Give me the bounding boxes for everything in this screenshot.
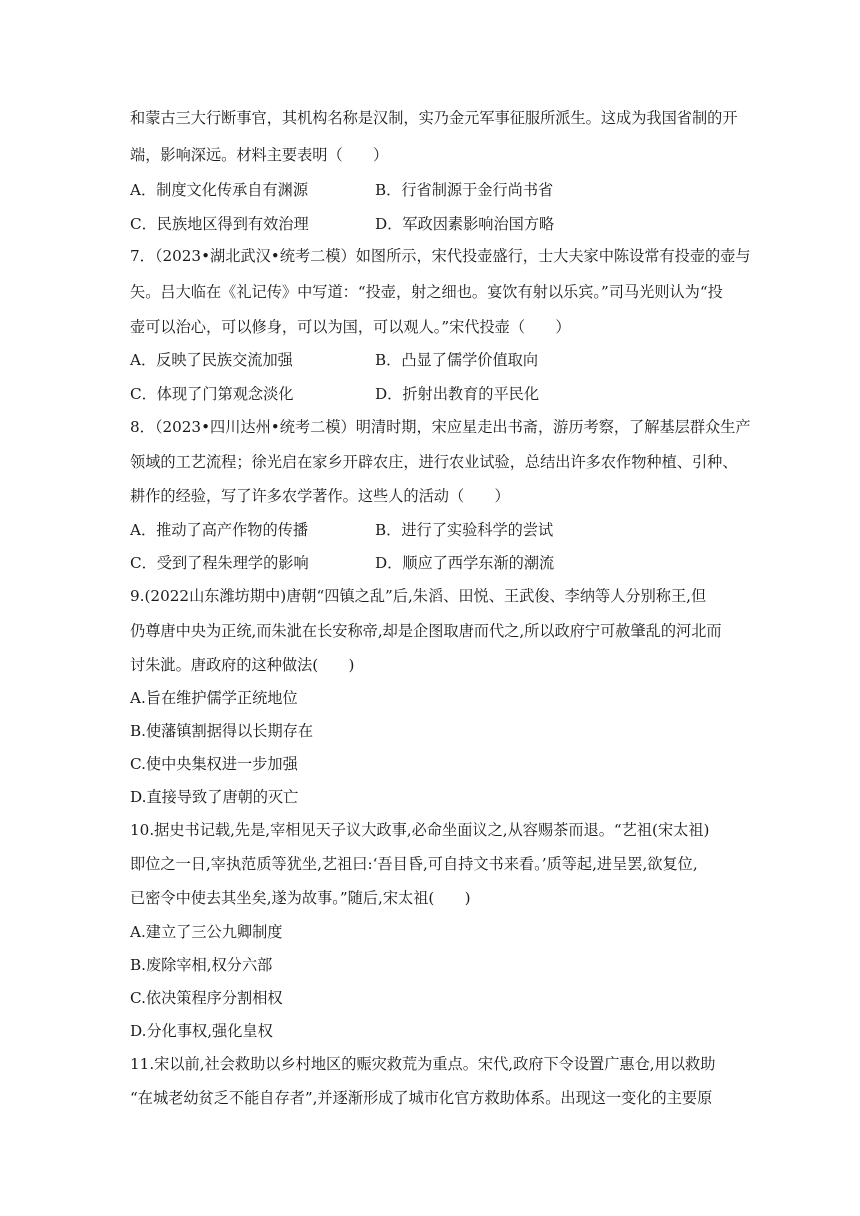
q10-stem-line: 即位之一日,宰执范质等犹坐,艺祖曰:‘吾目昏,可自持文书来看。’质等起,进呈罢,欲复位, bbox=[130, 855, 698, 873]
q8-option-a: A．推动了高产作物的传播 bbox=[130, 521, 309, 539]
q9-option-c: C.使中央集权进一步加强 bbox=[130, 755, 298, 773]
q10-option-d: D.分化事权,强化皇权 bbox=[130, 1022, 273, 1040]
q10-stem-line: 10.据史书记载,先是,宰相见天子议大政事,必命坐面议之,从容赐茶而退。“艺祖(宋太祖) bbox=[130, 821, 710, 839]
q10-option-a: A.建立了三公九卿制度 bbox=[130, 923, 283, 941]
q8-option-b: B．进行了实验科学的尝试 bbox=[375, 521, 554, 539]
q10-option-c: C.依决策程序分割相权 bbox=[130, 989, 283, 1007]
q11-stem-line: “在城老幼贫乏不能自存者”,并逐渐形成了城市化官方救助体系。出现这一变化的主要原 bbox=[130, 1089, 713, 1107]
q7-option-d: D．折射出教育的平民化 bbox=[375, 385, 540, 403]
q8-option-c: C．受到了程朱理学的影响 bbox=[130, 554, 309, 572]
q10-stem-line: 已密令中使去其坐矣,遂为故事。”随后,宋太祖( ) bbox=[130, 889, 471, 907]
q9-stem-line: 9.(2022山东潍坊期中)唐朝“四镇之乱”后,朱滔、田悦、王武俊、李纳等人分别称王,但 bbox=[130, 587, 707, 605]
q7-option-c: C．体现了门第观念淡化 bbox=[130, 385, 294, 403]
q6-stem-line: 端，影响深远。材料主要表明（ ） bbox=[130, 146, 389, 164]
q8-option-d: D．顺应了西学东渐的潮流 bbox=[375, 554, 555, 572]
q7-stem-line: 壶可以治心，可以修身，可以为国，可以观人。”宋代投壶（ ） bbox=[130, 318, 571, 336]
q7-stem-line: 7．（2023•湖北武汉•统考二模）如图所示，宋代投壶盛行，士大夫家中陈设常有投壶的壶与 bbox=[130, 247, 751, 265]
q7-stem-line: 矢。吕大临在《礼记传》中写道：“投壶，射之细也。宴饮有射以乐宾。”司马光则认为“投 bbox=[130, 283, 723, 301]
q8-stem-line: 耕作的经验，写了许多农学著作。这些人的活动（ ） bbox=[130, 487, 510, 505]
q9-stem-line: 仍尊唐中央为正统,而朱泚在长安称帝,却是企图取唐而代之,所以政府宁可赦肇乱的河北而 bbox=[130, 622, 722, 640]
q6-option-d: D．军政因素影响治国方略 bbox=[375, 215, 555, 233]
q9-stem-line: 讨朱泚。唐政府的这种做法( ) bbox=[130, 656, 355, 674]
q7-option-a: A．反映了民族交流加强 bbox=[130, 351, 293, 369]
q6-stem-line: 和蒙古三大行断事官，其机构名称是汉制，实乃金元军事征服所派生。这成为我国省制的开 bbox=[130, 109, 738, 127]
q10-option-b: B.废除宰相,权分六部 bbox=[130, 956, 273, 974]
q8-stem-line: 领域的工艺流程；徐光启在家乡开辟农庄，进行农业试验，总结出许多农作物种植、引种、 bbox=[130, 453, 738, 471]
q9-option-d: D.直接导致了唐朝的灭亡 bbox=[130, 788, 299, 806]
q9-option-b: B.使藩镇割据得以长期存在 bbox=[130, 722, 314, 740]
q9-option-a: A.旨在维护儒学正统地位 bbox=[130, 689, 298, 707]
q11-stem-line: 11.宋以前,社会救助以乡村地区的赈灾救荒为重点。宋代,政府下令设置广惠仓,用以救助 bbox=[130, 1055, 716, 1073]
q6-option-a: A．制度文化传承自有渊源 bbox=[130, 181, 309, 199]
q6-option-c: C．民族地区得到有效治理 bbox=[130, 215, 309, 233]
q7-option-b: B．凸显了儒学价值取向 bbox=[375, 351, 539, 369]
q6-option-b: B．行省制源于金行尚书省 bbox=[375, 181, 554, 199]
q8-stem-line: 8．（2023•四川达州•统考二模）明清时期，宋应星走出书斋，游历考察，了解基层群众生产 bbox=[130, 418, 751, 436]
